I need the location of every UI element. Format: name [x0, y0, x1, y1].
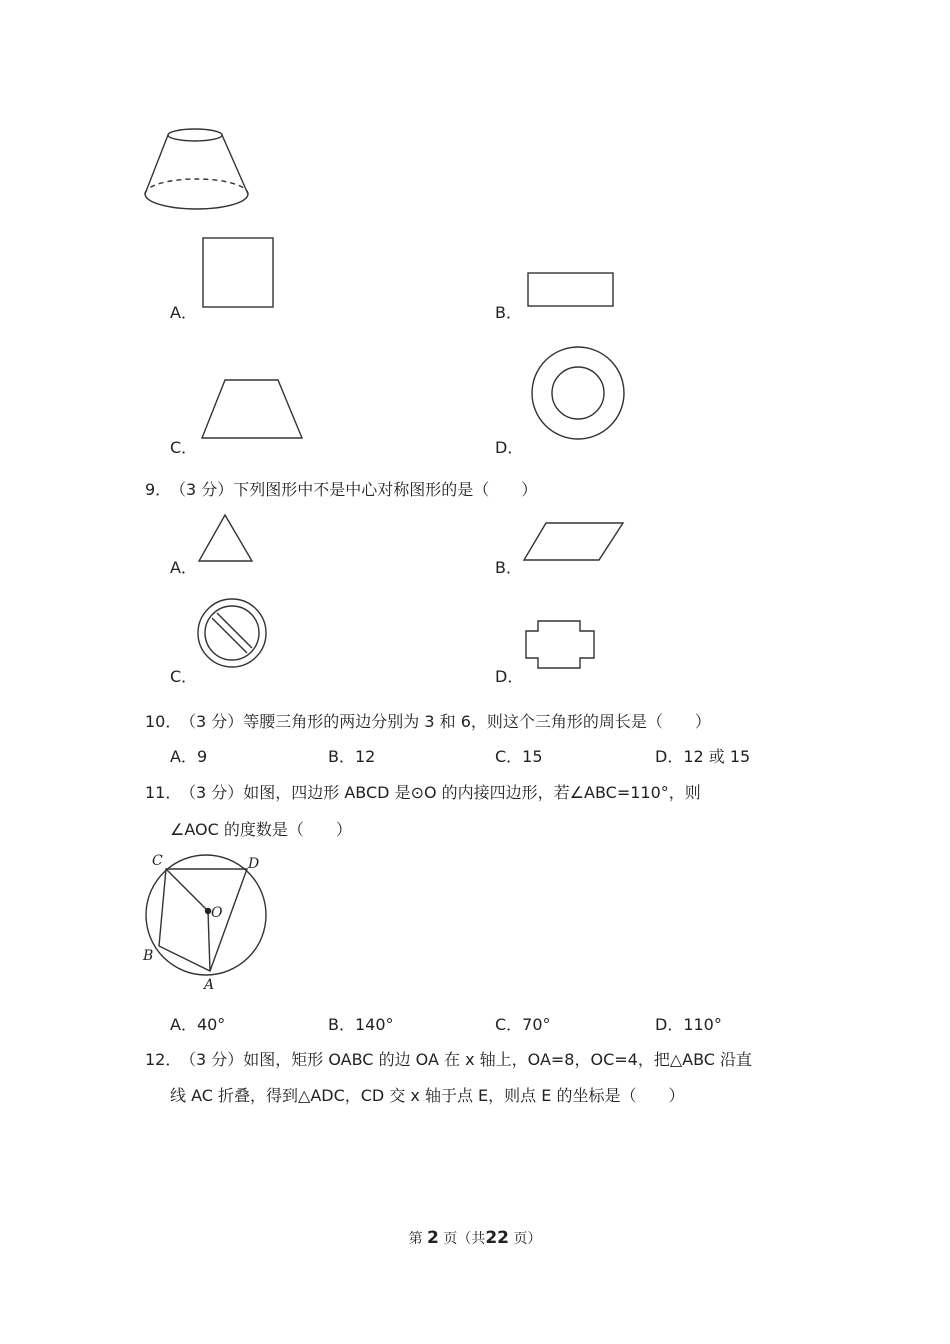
rectangle-figure	[527, 272, 615, 308]
q10-option-d: D．12 或 15	[655, 747, 751, 766]
footer-total-pages: 22	[485, 1228, 509, 1248]
q11-question-line2: ∠AOC 的度数是（ ）	[170, 820, 352, 839]
label-o: O	[211, 905, 223, 921]
q8-option-d-label: D．	[495, 438, 524, 457]
q11-number: 11．	[145, 783, 182, 802]
trapezoid-figure	[200, 378, 305, 441]
square-figure	[202, 237, 274, 309]
q9-option-d-label: D．	[495, 667, 524, 686]
q11-question-line1: （3 分）如图，四边形 ABCD 是⊙O 的内接四边形，若∠ABC=110°，则	[180, 783, 701, 802]
q9-option-a-label: A．	[170, 558, 197, 577]
q8-option-b-label: B．	[495, 303, 522, 322]
footer-middle: 页（共	[443, 1231, 486, 1247]
annulus-figure	[530, 345, 628, 443]
q10-option-c: C．15	[495, 747, 543, 766]
label-a: A	[204, 977, 215, 993]
q8-option-c-label: C．	[170, 438, 198, 457]
q10-option-a: A．9	[170, 747, 208, 766]
q10-question-text: （3 分）等腰三角形的两边分别为 3 和 6，则这个三角形的周长是（ ）	[180, 712, 711, 731]
page-footer	[0, 1229, 950, 1248]
q10-number: 10．	[145, 712, 182, 731]
triangle-figure	[197, 513, 255, 563]
q11-option-a: A．40°	[170, 1015, 226, 1034]
inscribed-quadrilateral-figure	[140, 850, 275, 995]
no-entry-sign-figure	[196, 597, 270, 671]
parallelogram-figure	[522, 521, 626, 563]
q12-number: 12．	[145, 1050, 182, 1069]
q10-option-b: B．12	[328, 747, 376, 766]
q9-option-b-label: B．	[495, 558, 522, 577]
q11-option-b: B．140°	[328, 1015, 394, 1034]
q9-question-text: （3 分）下列图形中不是中心对称图形的是（ ）	[170, 480, 538, 499]
frustum-figure	[140, 122, 255, 217]
cross-shape-figure	[524, 619, 596, 671]
q12-question-line2: 线 AC 折叠，得到△ADC，CD 交 x 轴于点 E，则点 E 的坐标是（ ）	[170, 1086, 685, 1105]
q11-option-c: C．70°	[495, 1015, 551, 1034]
label-b: B	[143, 948, 154, 964]
label-c: C	[152, 853, 163, 869]
label-d: D	[248, 856, 260, 872]
q9-number: 9．	[145, 480, 172, 499]
footer-page-number: 2	[427, 1228, 439, 1248]
footer-suffix: 页）	[513, 1231, 542, 1247]
q11-option-d: D．110°	[655, 1015, 722, 1034]
q12-question-line1: （3 分）如图，矩形 OABC 的边 OA 在 x 轴上，OA=8，OC=4，把△ABC 沿直	[180, 1050, 753, 1069]
footer-prefix: 第	[408, 1231, 423, 1247]
q8-option-a-label: A．	[170, 303, 197, 322]
q9-option-c-label: C．	[170, 667, 198, 686]
